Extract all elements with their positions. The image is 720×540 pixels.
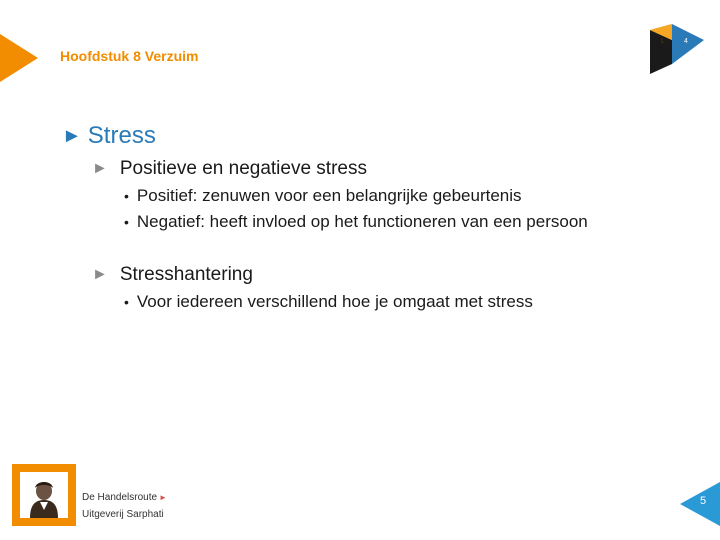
section-heading-1 [92,158,367,180]
title-arrow-icon: ► [62,124,82,147]
portrait-icon [20,472,68,518]
bullet-text: Positief: zenuwen voor een belangrijke gebeurtenis [136,186,522,205]
section-heading-text: Positieve en negatieve stress [119,158,367,179]
slide-title-row [62,122,156,150]
bullet-dot-icon: • [124,188,129,204]
publisher-line-2: Uitgeverij Sarphati [82,509,164,520]
section-arrow-icon: ► [92,266,108,283]
corner-letter-right: 4 [684,38,688,45]
corner-logo-decoration [646,22,708,78]
section-heading-2 [92,264,253,286]
publisher-arrow-icon: ► [159,493,167,502]
publisher-logo [12,464,76,526]
bullet-dot-icon: • [124,214,129,230]
bullet-item [124,212,588,232]
section-heading-text: Stresshantering [119,264,253,285]
bullet-item [124,186,522,206]
bullet-dot-icon: • [124,294,129,310]
publisher-name [82,492,167,503]
chapter-title: Hoofdstuk 8 Verzuim [60,48,199,64]
bullet-text: Voor iedereen verschillend hoe je omgaat met stress [136,292,533,311]
left-orange-arrow-decoration [0,32,40,84]
publisher-line-1: De Handelsroute [82,492,158,503]
bullet-text: Negatief: heeft invloed op het functioneren van een persoon [136,212,588,231]
corner-letter-left: L [661,38,665,45]
bullet-item [124,292,533,312]
slide-title: Stress [87,122,156,149]
page-number: 5 [700,495,707,507]
section-arrow-icon: ► [92,160,108,177]
